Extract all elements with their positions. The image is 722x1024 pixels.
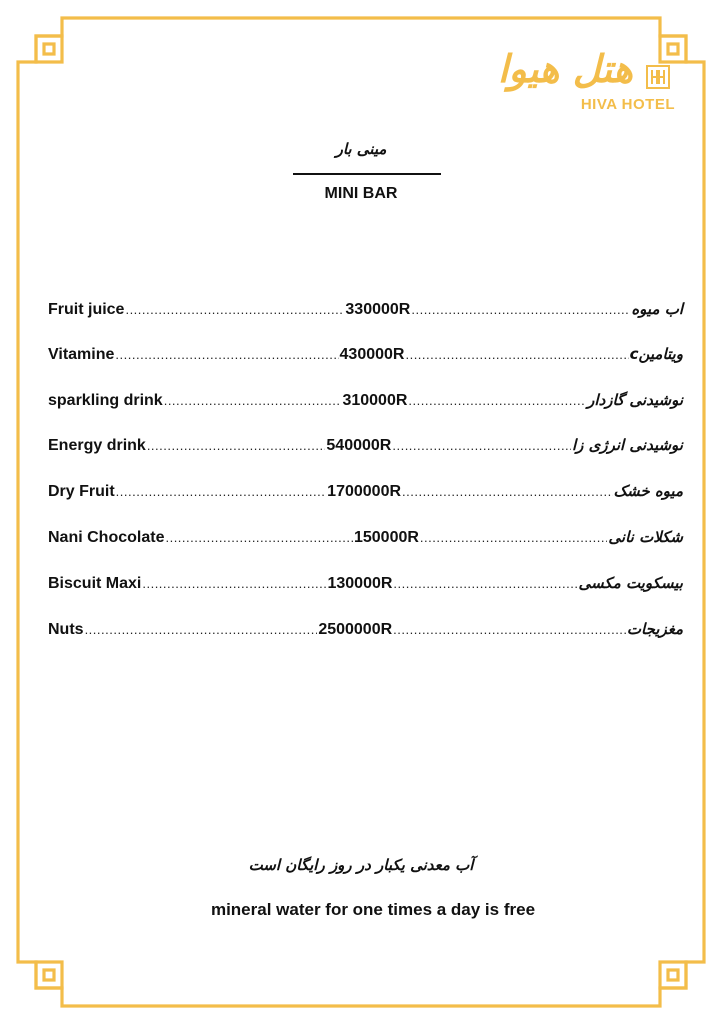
menu-row-biscuit-maxi <box>48 574 683 598</box>
menu-row-fruit-juice <box>48 300 683 324</box>
item-name-fa: اب میوه <box>631 300 683 318</box>
item-name-fa: نوشیدنی انرژی زا <box>571 436 683 454</box>
leader-dots <box>85 622 318 637</box>
logo-english-text: HIVA HOTEL <box>580 96 675 113</box>
hotel-monogram-icon <box>645 64 671 90</box>
logo-persian-text: هتل هیوا <box>497 46 633 91</box>
item-price: 130000R <box>327 575 393 592</box>
leader-dots <box>164 393 342 408</box>
menu-row-dry-fruit <box>48 482 683 506</box>
leader-dots <box>125 302 344 317</box>
item-price: 430000R <box>339 346 405 363</box>
title-persian: مینی بار <box>335 140 387 158</box>
menu-row-vitamine <box>48 345 683 369</box>
title-english: MINI BAR <box>324 185 398 202</box>
item-name-en: Energy drink <box>48 437 146 454</box>
item-name-fa: نوشیدنی گازدار <box>587 391 683 409</box>
leader-dots <box>393 622 626 637</box>
leader-dots <box>142 576 326 591</box>
item-name-en: Nani Chocolate <box>48 529 165 546</box>
leader-dots <box>408 393 586 408</box>
item-name-fa: شکلات نانی <box>608 528 683 546</box>
item-price: 1700000R <box>327 483 402 500</box>
note-english: mineral water for one times a day is free <box>210 900 536 919</box>
leader-dots <box>411 302 630 317</box>
menu-row-nuts <box>48 620 683 644</box>
item-name-en: Vitamine <box>48 346 115 363</box>
leader-dots <box>420 530 608 545</box>
note-persian: آب معدنی یکبار در روز رایگان است <box>248 856 474 874</box>
item-name-fa: ویتامینc <box>629 345 683 363</box>
item-name-fa: بیسکویت مکسی <box>578 574 683 592</box>
leader-dots <box>393 576 577 591</box>
item-name-fa: میوه خشک <box>613 482 683 500</box>
item-name-en: Dry Fruit <box>48 483 115 500</box>
item-price: 330000R <box>345 301 411 318</box>
menu-row-nani-chocolate <box>48 528 683 552</box>
leader-dots <box>165 530 353 545</box>
leader-dots <box>147 438 326 453</box>
leader-dots <box>115 347 338 362</box>
leader-dots <box>392 438 571 453</box>
item-name-en: sparkling drink <box>48 392 163 409</box>
title-divider <box>293 173 441 175</box>
leader-dots <box>402 484 613 499</box>
menu-row-sparkling-drink <box>48 391 683 415</box>
item-name-en: Biscuit Maxi <box>48 575 142 592</box>
item-price: 150000R <box>353 529 419 546</box>
hotel-logo <box>455 40 685 120</box>
item-price: 540000R <box>326 437 392 454</box>
leader-dots <box>405 347 628 362</box>
leader-dots <box>116 484 327 499</box>
item-name-fa: مغزیجات <box>626 620 684 638</box>
menu-row-energy-drink <box>48 436 683 460</box>
item-name-en: Nuts <box>48 621 84 638</box>
item-price: 310000R <box>342 392 408 409</box>
item-name-en: Fruit juice <box>48 301 125 318</box>
item-price: 2500000R <box>318 621 393 638</box>
